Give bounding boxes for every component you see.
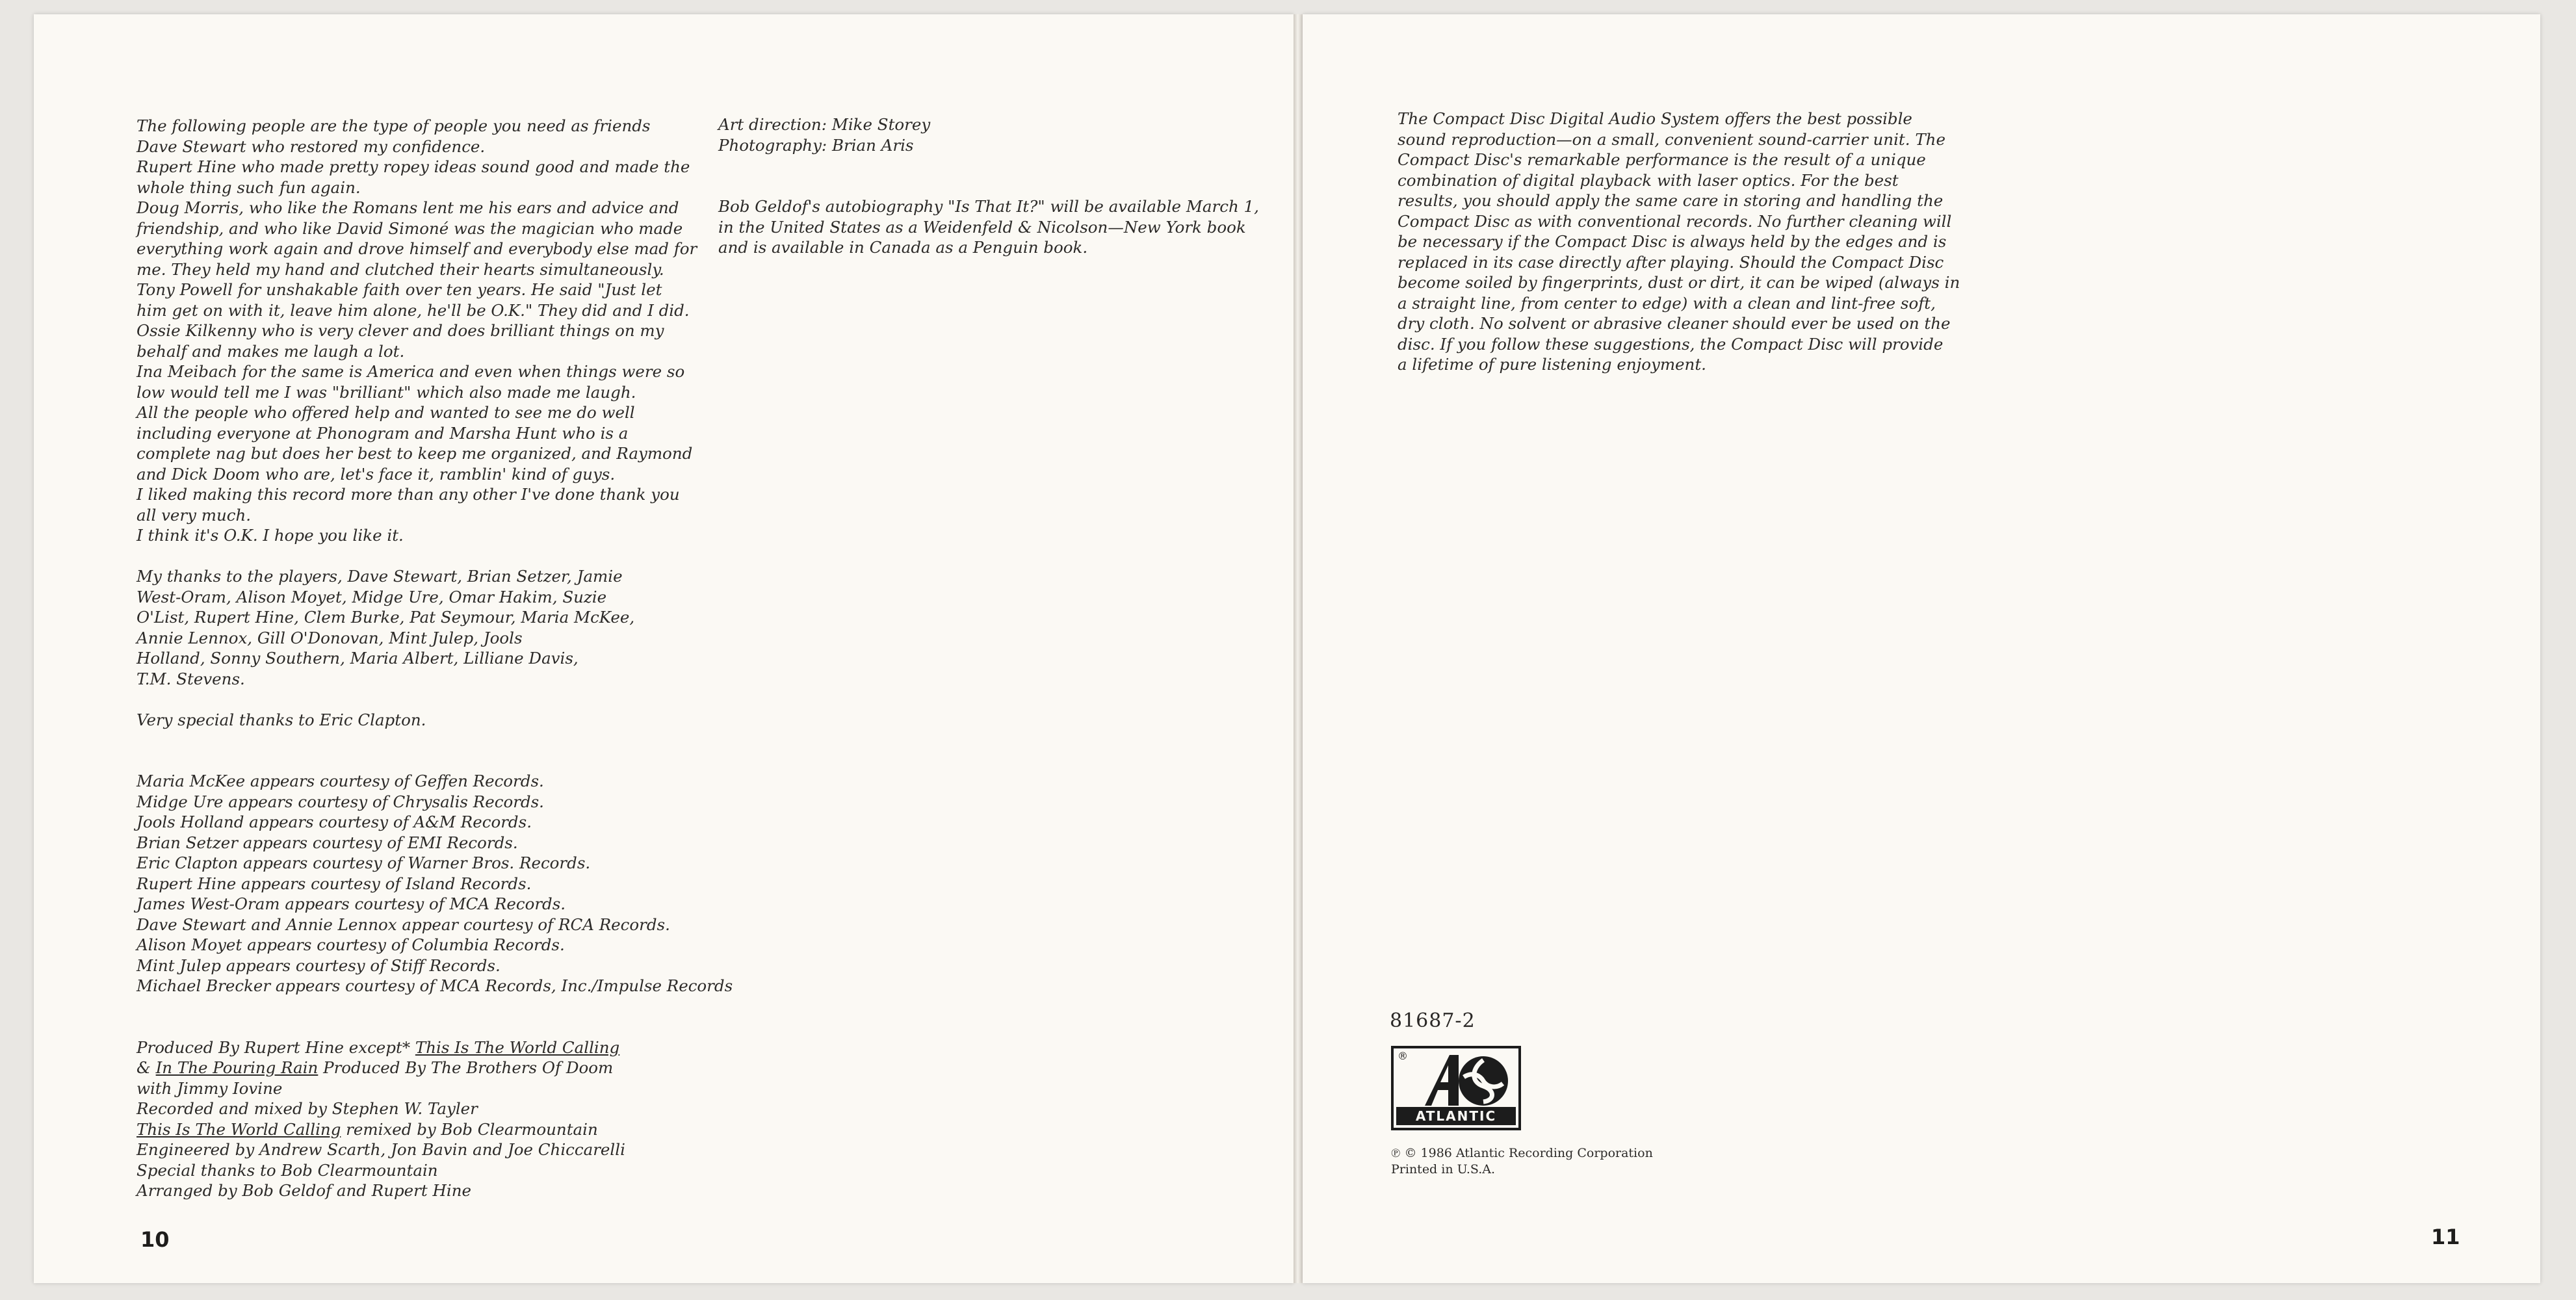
production-credit-line xyxy=(137,1078,733,1099)
acknowledgement-line: Alison Moyet appears courtesy of Columbia Records. xyxy=(137,935,565,954)
acknowledgement-line: whole thing such fun again. xyxy=(137,177,361,197)
compact-disc-care-text xyxy=(1398,109,1960,375)
catalog-number: 81687-2 xyxy=(1390,1009,1476,1032)
credit-text: Arranged by Bob Geldof and Rupert Hine xyxy=(137,1181,471,1200)
acknowledgement-line: Very special thanks to Eric Clapton. xyxy=(137,710,426,729)
acknowledgement-line xyxy=(137,730,733,751)
acknowledgement-line: Tony Powell for unshakable faith over ten years. He said "Just let xyxy=(137,280,662,299)
acknowledgement-line: Annie Lennox, Gill O'Donovan, Mint Julep, Jools xyxy=(137,628,523,647)
production-credit-line xyxy=(137,1058,733,1078)
acknowledgement-line xyxy=(137,1017,733,1037)
acknowledgement-line: I think it's O.K. I hope you like it. xyxy=(137,526,404,545)
acknowledgement-line: Rupert Hine appears courtesy of Island Records. xyxy=(137,874,532,893)
acknowledgement-line xyxy=(137,751,733,772)
atlantic-a-logo-icon xyxy=(1394,1048,1518,1111)
credits-column xyxy=(718,114,1259,258)
acknowledgement-line: low would tell me I was "brilliant" which also made me laugh. xyxy=(137,382,636,402)
care-text-line: Compact Disc as with conventional records. No further cleaning will xyxy=(1398,211,1952,231)
acknowledgement-line: Eric Clapton appears courtesy of Warner Bros. Records. xyxy=(137,853,591,872)
acknowledgement-line: T.M. Stevens. xyxy=(137,669,245,688)
acknowledgement-line: My thanks to the players, Dave Stewart, Brian Setzer, Jamie xyxy=(137,567,623,586)
acknowledgement-line: Rupert Hine who made pretty ropey ideas sound good and made the xyxy=(137,157,690,176)
credit-text: Recorded and mixed by Stephen W. Tayler xyxy=(137,1099,478,1118)
credit-text: & xyxy=(137,1058,156,1077)
care-text-line: a lifetime of pure listening enjoyment. xyxy=(1398,355,1706,374)
credit-line xyxy=(718,155,1259,176)
acknowledgement-line: Midge Ure appears courtesy of Chrysalis Records. xyxy=(137,792,544,811)
acknowledgement-line: The following people are the type of people you need as friends xyxy=(137,116,651,135)
credit-line: and is available in Canada as a Penguin book. xyxy=(718,238,1088,257)
care-text-line: combination of digital playback with laser optics. For the best xyxy=(1398,170,1899,190)
acknowledgement-line: Dave Stewart and Annie Lennox appear courtesy of RCA Records. xyxy=(137,915,670,934)
song-title: This Is The World Calling xyxy=(137,1119,341,1139)
booklet-spine xyxy=(1294,14,1303,1283)
atlantic-logo xyxy=(1391,1046,1521,1130)
acknowledgement-line: me. They held my hand and clutched their hearts simultaneously. xyxy=(137,259,664,279)
production-credit-line xyxy=(137,1139,733,1160)
acknowledgement-line: All the people who offered help and wanted to see me do well xyxy=(137,403,635,422)
credit-line: in the United States as a Weidenfeld & Nicolson—New York book xyxy=(718,217,1246,237)
care-text-line: become soiled by fingerprints, dust or dirt, it can be wiped (always in xyxy=(1398,273,1960,292)
printed-in-line: Printed in U.S.A. xyxy=(1391,1162,1496,1176)
acknowledgement-line: Maria McKee appears courtesy of Geffen Records. xyxy=(137,772,544,790)
production-credit-line xyxy=(137,1119,733,1140)
acknowledgement-line xyxy=(137,546,733,567)
acknowledgement-line: Brian Setzer appears courtesy of EMI Records. xyxy=(137,833,518,852)
song-title: In The Pouring Rain xyxy=(155,1058,319,1077)
acknowledgement-line: Ina Meibach for the same is America and even when things were so xyxy=(137,362,685,381)
song-title: This Is The World Calling xyxy=(415,1037,620,1057)
credit-line: Bob Geldof's autobiography "Is That It?" will be available March 1, xyxy=(718,197,1259,216)
page-number-right: 11 xyxy=(2431,1225,2460,1249)
care-text-line: be necessary if the Compact Disc is always held by the edges and is xyxy=(1398,232,1947,251)
acknowledgement-line: all very much. xyxy=(137,505,252,525)
care-text-line: a straight line, from center to edge) with a clean and lint-free soft, xyxy=(1398,293,1936,313)
care-text-line: The Compact Disc Digital Audio System offers the best possible xyxy=(1398,109,1912,128)
page-number-left: 10 xyxy=(140,1227,170,1252)
credit-text: Produced By Rupert Hine except* xyxy=(137,1037,415,1057)
acknowledgement-line: everything work again and drove himself and everybody else mad for xyxy=(137,239,697,258)
care-text-line: results, you should apply the same care in storing and handling the xyxy=(1398,191,1944,210)
registered-mark: ® xyxy=(1398,1050,1408,1062)
care-text-line: sound reproduction—on a small, convenient sound-carrier unit. The xyxy=(1398,129,1945,149)
care-text-line: replaced in its case directly after playing. Should the Compact Disc xyxy=(1398,252,1944,272)
acknowledgement-line: I liked making this record more than any other I've done thank you xyxy=(137,485,680,504)
care-text-line: dry cloth. No solvent or abrasive cleaner should ever be used on the xyxy=(1398,314,1951,333)
acknowledgement-line xyxy=(137,996,733,1017)
acknowledgement-line: including everyone at Phonogram and Marsha Hunt who is a xyxy=(137,423,629,443)
care-text-line: disc. If you follow these suggestions, the Compact Disc will provide xyxy=(1398,334,1944,354)
acknowledgement-line: Michael Brecker appears courtesy of MCA Records, Inc./Impulse Records xyxy=(137,976,733,995)
copyright-notice xyxy=(1391,1145,1653,1178)
acknowledgement-line: West-Oram, Alison Moyet, Midge Ure, Omar Hakim, Suzie xyxy=(137,587,607,606)
acknowledgement-line: O'List, Rupert Hine, Clem Burke, Pat Seymour, Maria McKee, xyxy=(137,608,635,627)
credit-text: Special thanks to Bob Clearmountain xyxy=(137,1160,438,1180)
acknowledgements-column xyxy=(137,116,733,1201)
acknowledgement-line: Doug Morris, who like the Romans lent me his ears and advice and xyxy=(137,198,679,217)
acknowledgement-line: friendship, and who like David Simoné was the magician who made xyxy=(137,218,683,238)
acknowledgement-line xyxy=(137,689,733,710)
acknowledgement-line: and Dick Doom who are, let's face it, ramblin' kind of guys. xyxy=(137,464,616,484)
acknowledgement-line: James West-Oram appears courtesy of MCA Records. xyxy=(137,894,566,913)
credit-line: Art direction: Mike Storey xyxy=(718,115,931,134)
production-credit-line xyxy=(137,1160,733,1181)
production-credit-line xyxy=(137,1180,733,1201)
copyright-line: ℗ © 1986 Atlantic Recording Corporation xyxy=(1391,1146,1653,1160)
credit-text: Engineered by Andrew Scarth, Jon Bavin and Joe Chiccarelli xyxy=(137,1140,625,1159)
acknowledgement-line: behalf and makes me laugh a lot. xyxy=(137,341,405,361)
acknowledgement-line: Holland, Sonny Southern, Maria Albert, Lilliane Davis, xyxy=(137,649,579,668)
credit-line: Photography: Brian Aris xyxy=(718,135,914,155)
credit-text: remixed by Bob Clearmountain xyxy=(341,1119,598,1139)
atlantic-logo-text: ATLANTIC xyxy=(1396,1107,1516,1125)
production-credit-line xyxy=(137,1098,733,1119)
credit-text: with Jimmy Iovine xyxy=(137,1078,283,1098)
acknowledgement-line: Mint Julep appears courtesy of Stiff Records. xyxy=(137,956,501,975)
credit-line xyxy=(718,176,1259,197)
production-credit-line xyxy=(137,1037,733,1058)
credit-text: Produced By The Brothers Of Doom xyxy=(318,1058,614,1077)
acknowledgement-line: Dave Stewart who restored my confidence. xyxy=(137,136,486,156)
acknowledgement-line: Jools Holland appears courtesy of A&M Records. xyxy=(137,812,532,831)
acknowledgement-line: him get on with it, leave him alone, he'll be O.K." They did and I did. xyxy=(137,300,690,320)
care-text-line: Compact Disc's remarkable performance is the result of a unique xyxy=(1398,150,1926,169)
acknowledgement-line: complete nag but does her best to keep me organized, and Raymond xyxy=(137,444,693,463)
acknowledgement-line: Ossie Kilkenny who is very clever and does brilliant things on my xyxy=(137,321,664,340)
